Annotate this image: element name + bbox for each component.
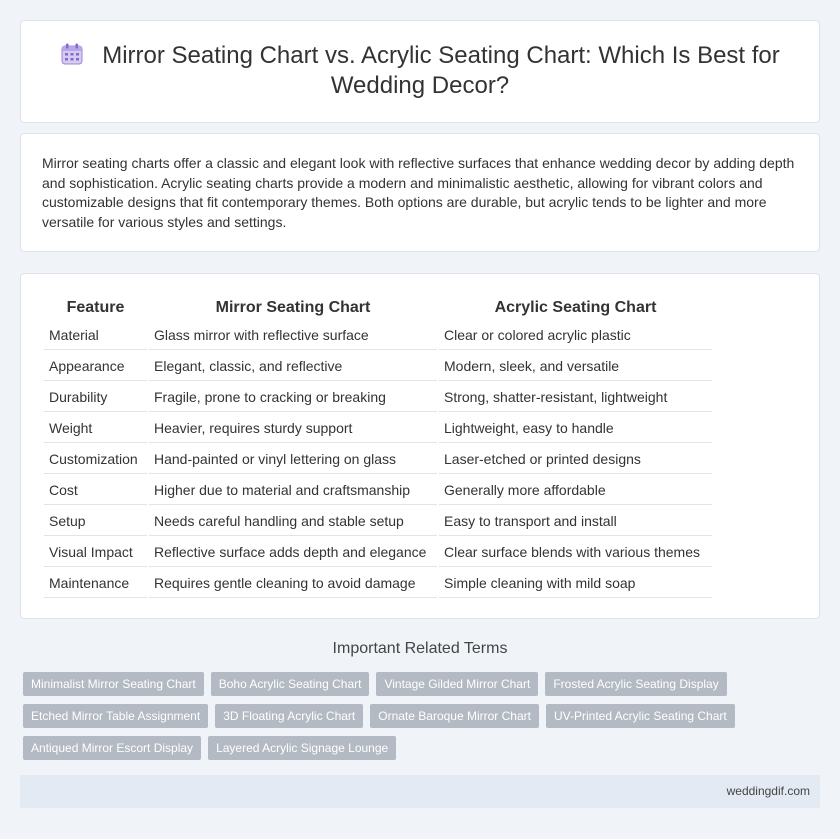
- table-header-row: [44, 297, 712, 319]
- related-term-tag[interactable]: Vintage Gilded Mirror Chart: [376, 672, 538, 696]
- tag-row: [23, 736, 803, 760]
- feature-cell: Setup: [44, 507, 147, 536]
- mirror-cell: Reflective surface adds depth and elegance: [149, 538, 437, 567]
- feature-cell: Maintenance: [44, 569, 147, 598]
- acrylic-cell: Laser-etched or printed designs: [439, 445, 712, 474]
- related-term-tag[interactable]: Minimalist Mirror Seating Chart: [23, 672, 204, 696]
- related-term-tag[interactable]: Ornate Baroque Mirror Chart: [370, 704, 539, 728]
- related-term-tag[interactable]: UV-Printed Acrylic Seating Chart: [546, 704, 735, 728]
- related-term-tag[interactable]: Layered Acrylic Signage Lounge: [208, 736, 396, 760]
- table-row: [44, 352, 712, 381]
- mirror-cell: Heavier, requires sturdy support: [149, 414, 437, 443]
- tag-row: [23, 704, 803, 728]
- related-term-tag[interactable]: 3D Floating Acrylic Chart: [215, 704, 363, 728]
- related-term-tag[interactable]: Boho Acrylic Seating Chart: [211, 672, 370, 696]
- title-card: [20, 20, 820, 123]
- comparison-table-card: [20, 273, 820, 619]
- feature-cell: Cost: [44, 476, 147, 505]
- mirror-cell: Glass mirror with reflective surface: [149, 321, 437, 350]
- feature-cell: Customization: [44, 445, 147, 474]
- mirror-cell: Higher due to material and craftsmanship: [149, 476, 437, 505]
- feature-cell: Durability: [44, 383, 147, 412]
- acrylic-cell: Lightweight, easy to handle: [439, 414, 712, 443]
- comparison-table: [42, 295, 714, 600]
- tag-row: [23, 672, 803, 696]
- footer-site-link[interactable]: weddingdif.com: [726, 784, 810, 798]
- table-row: [44, 383, 712, 412]
- acrylic-cell: Clear surface blends with various themes: [439, 538, 712, 567]
- mirror-cell: Requires gentle cleaning to avoid damage: [149, 569, 437, 598]
- feature-cell: Weight: [44, 414, 147, 443]
- footer: [20, 775, 820, 808]
- intro-card: [20, 133, 820, 252]
- table-row: [44, 445, 712, 474]
- feature-cell: Visual Impact: [44, 538, 147, 567]
- acrylic-cell: Modern, sleek, and versatile: [439, 352, 712, 381]
- page-title: Mirror Seating Chart vs. Acrylic Seating Chart: Which Is Best for Wedding Decor?: [102, 42, 780, 99]
- intro-paragraph: Mirror seating charts offer a classic and elegant look with reflective surfaces that enhance wedding decor by adding depth and sophistication. Acrylic seating charts provide a modern and minimalistic aesthetic, allowing for vibrant colors and customizable designs that fit contemporary themes. Both options are durable, but acrylic tends to be lighter and more versatile for various styles and settings.: [42, 155, 795, 230]
- table-row: [44, 476, 712, 505]
- table-row: [44, 507, 712, 536]
- mirror-cell: Hand-painted or vinyl lettering on glass: [149, 445, 437, 474]
- acrylic-cell: Easy to transport and install: [439, 507, 712, 536]
- related-terms-list: [23, 672, 803, 768]
- related-terms-heading: Important Related Terms: [332, 640, 508, 657]
- feature-cell: Material: [44, 321, 147, 350]
- mirror-cell: Needs careful handling and stable setup: [149, 507, 437, 536]
- related-term-tag[interactable]: Etched Mirror Table Assignment: [23, 704, 208, 728]
- column-header: Acrylic Seating Chart: [494, 299, 657, 316]
- mirror-cell: Fragile, prone to cracking or breaking: [149, 383, 437, 412]
- feature-cell: Appearance: [44, 352, 147, 381]
- related-term-tag[interactable]: Antiqued Mirror Escort Display: [23, 736, 201, 760]
- page-title-wrap: [21, 41, 819, 101]
- acrylic-cell: Simple cleaning with mild soap: [439, 569, 712, 598]
- calendar-icon: [60, 42, 84, 66]
- table-row: [44, 538, 712, 567]
- acrylic-cell: Clear or colored acrylic plastic: [439, 321, 712, 350]
- column-header: Feature: [66, 299, 125, 316]
- related-term-tag[interactable]: Frosted Acrylic Seating Display: [545, 672, 726, 696]
- acrylic-cell: Generally more affordable: [439, 476, 712, 505]
- table-row: [44, 414, 712, 443]
- column-header: Mirror Seating Chart: [215, 299, 371, 316]
- table-row: [44, 569, 712, 598]
- acrylic-cell: Strong, shatter-resistant, lightweight: [439, 383, 712, 412]
- table-row: [44, 321, 712, 350]
- mirror-cell: Elegant, classic, and reflective: [149, 352, 437, 381]
